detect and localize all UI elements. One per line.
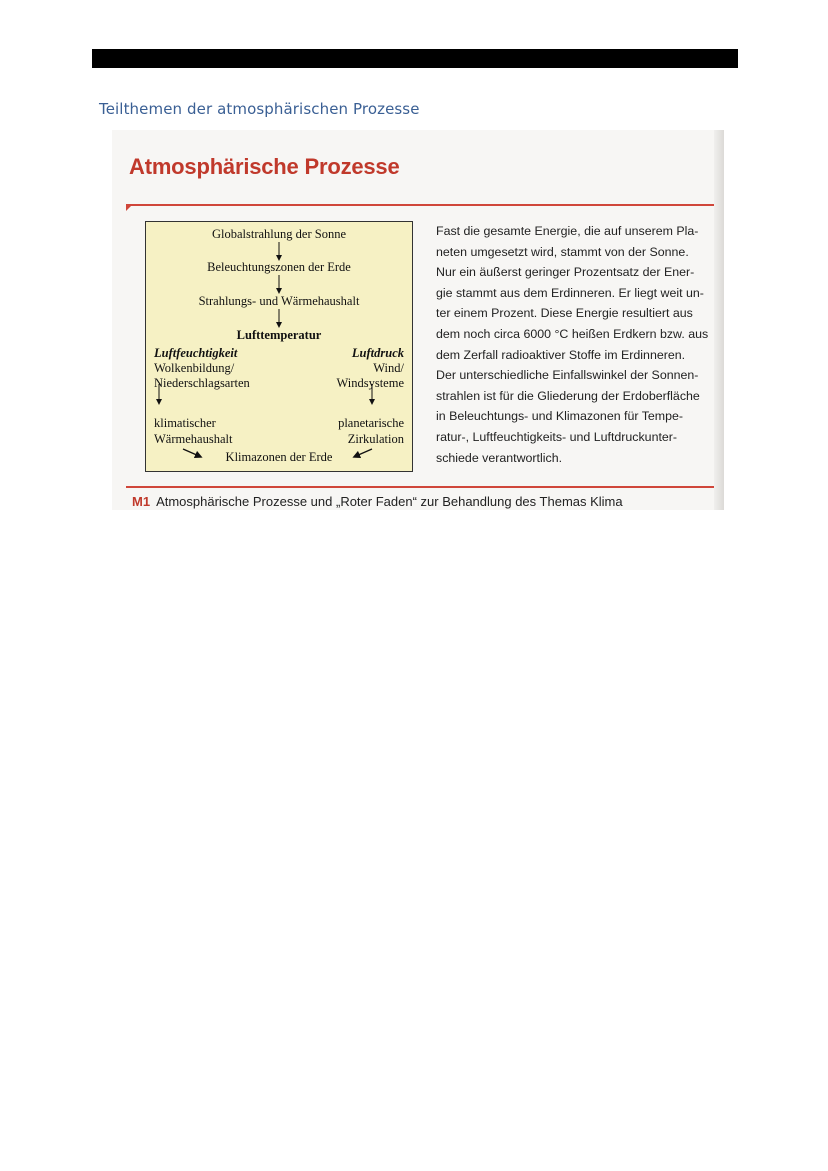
header-bar <box>92 49 738 68</box>
node-zirkulation: Zirkulation <box>347 432 404 446</box>
page-edge-shadow <box>714 130 724 510</box>
body-line: Der unterschiedliche Einfallswinkel der Sonnen- <box>436 368 699 383</box>
page-heading: Teilthemen der atmosphärischen Prozesse <box>99 100 420 118</box>
bottom-divider <box>126 486 724 488</box>
top-divider <box>126 204 724 206</box>
caption-label: M1 <box>132 494 151 509</box>
body-line: strahlen ist für die Gliederung der Erdoberfläche <box>436 388 700 403</box>
scanned-figure <box>112 130 724 510</box>
node-wolkenbildung: Wolkenbildung/ <box>154 361 235 375</box>
node-klimatischer: klimatischer <box>154 416 216 430</box>
body-line: neten umgesetzt wird, stammt von der Sonne. <box>436 244 689 259</box>
node-lufttemperatur: Lufttemperatur <box>236 328 322 342</box>
node-luftdruck: Luftdruck <box>351 346 404 360</box>
body-text <box>436 221 718 468</box>
body-line: ratur-, Luftfeuchtigkeits- und Luftdruckunter- <box>436 429 678 444</box>
body-line: dem Zerfall radioaktiver Stoffe im Erdinneren. <box>436 347 686 362</box>
corner-marker <box>126 204 133 211</box>
node-beleuchtungszonen: Beleuchtungszonen der Erde <box>207 260 351 274</box>
process-diagram <box>145 221 413 472</box>
node-wind: Wind/ <box>373 361 404 375</box>
body-line: ter einem Prozent. Diese Energie resultiert aus <box>436 306 693 321</box>
arrow-diag-right <box>356 449 372 456</box>
body-line: schiede verantwortlich. <box>436 450 563 465</box>
node-waermehaushalt: Wärmehaushalt <box>154 432 233 446</box>
node-globalstrahlung: Globalstrahlung der Sonne <box>211 227 347 241</box>
body-line: Nur ein äußerst geringer Prozentsatz der Ener- <box>436 265 695 280</box>
node-planetarische: planetarische <box>338 416 404 430</box>
node-windsysteme: Windsysteme <box>336 376 404 390</box>
body-line: gie stammt aus dem Erdinneren. Er liegt weit un- <box>436 285 704 300</box>
node-klimazonen: Klimazonen der Erde <box>225 450 333 464</box>
arrow-diag-left <box>183 449 199 456</box>
body-line: dem noch circa 6000 °C heißen Erdkern bzw. aus <box>436 326 709 341</box>
body-line: in Beleuchtungs- und Klimazonen für Tempe- <box>436 409 684 424</box>
figure-title: Atmosphärische Prozesse <box>129 154 400 179</box>
figure-caption <box>132 494 623 509</box>
body-line: Fast die gesamte Energie, die auf unserem Pla- <box>436 224 699 238</box>
node-luftfeuchtigkeit: Luftfeuchtigkeit <box>154 346 238 360</box>
caption-text: Atmosphärische Prozesse und „Roter Faden“ zur Behandlung des Themas Klima <box>156 494 623 509</box>
node-niederschlagsarten: Niederschlagsarten <box>154 376 250 390</box>
node-strahlungshaushalt: Strahlungs- und Wärmehaushalt <box>198 294 360 308</box>
